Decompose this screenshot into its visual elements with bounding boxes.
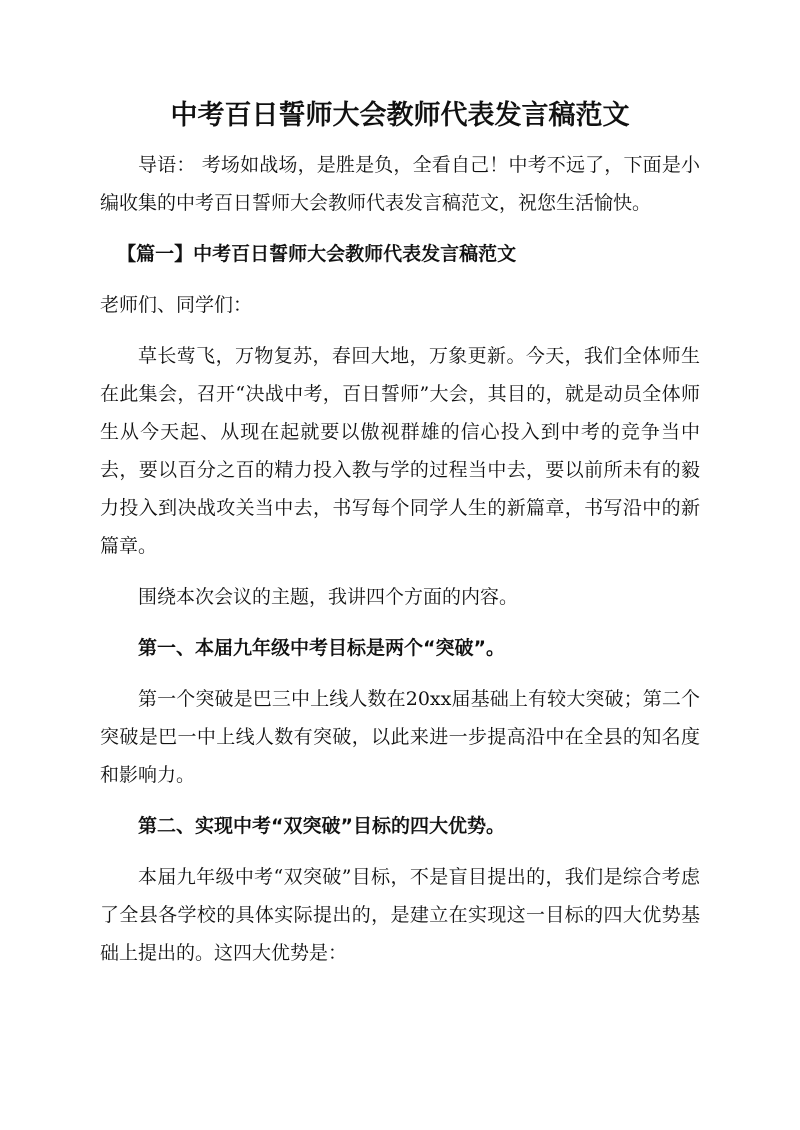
body-paragraph-2: 围绕本次会议的主题，我讲四个方面的内容。	[138, 586, 519, 608]
section-heading: 【篇一】中考百日誓师大会教师代表发言稿范文	[117, 243, 517, 265]
document-title: 中考百日誓师大会教师代表发言稿范文	[170, 100, 630, 131]
body-paragraph-1: 草长莺飞，万物复苏，春回大地，万象更新。今天，我们全体师生在此集会，召开“决战中考，百日誓师”大会，其目的，就是动员全体师生从今天起、从现在起就要以傲视群雄的信心投入到中考的竞争当中去，要以百分之百的精力投入教与学的过程当中去，要以前所未有的毅力投入到决战攻关当中去，书写每个同学人生的新篇章，书写沿中的新篇章。	[100, 345, 700, 557]
intro-paragraph	[100, 146, 700, 222]
point-one-text: 第一个突破是巴三中上线人数在20xx届基础上有较大突破；第二个突破是巴一中上线人数有突破，以此来进一步提高沿中在全县的知名度和影响力。	[100, 688, 700, 786]
point-two-text: 本届九年级中考“双突破”目标，不是盲目提出的，我们是综合考虑了全县各学校的具体实际提出的，是建立在实现这一目标的四大优势基础上提出的。这四大优势是：	[100, 866, 700, 964]
point-one-heading: 第一、本届九年级中考目标是两个“突破”。	[138, 637, 505, 659]
point-two-heading: 第二、实现中考“双突破”目标的四大优势。	[138, 815, 505, 837]
intro-label: 导语：	[138, 154, 196, 176]
salutation: 老师们、同学们：	[100, 294, 253, 316]
intro-text: 考场如战场，是胜是负，全看自己！中考不远了，下面是小编收集的中考百日誓师大会教师代表发言稿范文，祝您生活愉快。	[100, 154, 700, 214]
